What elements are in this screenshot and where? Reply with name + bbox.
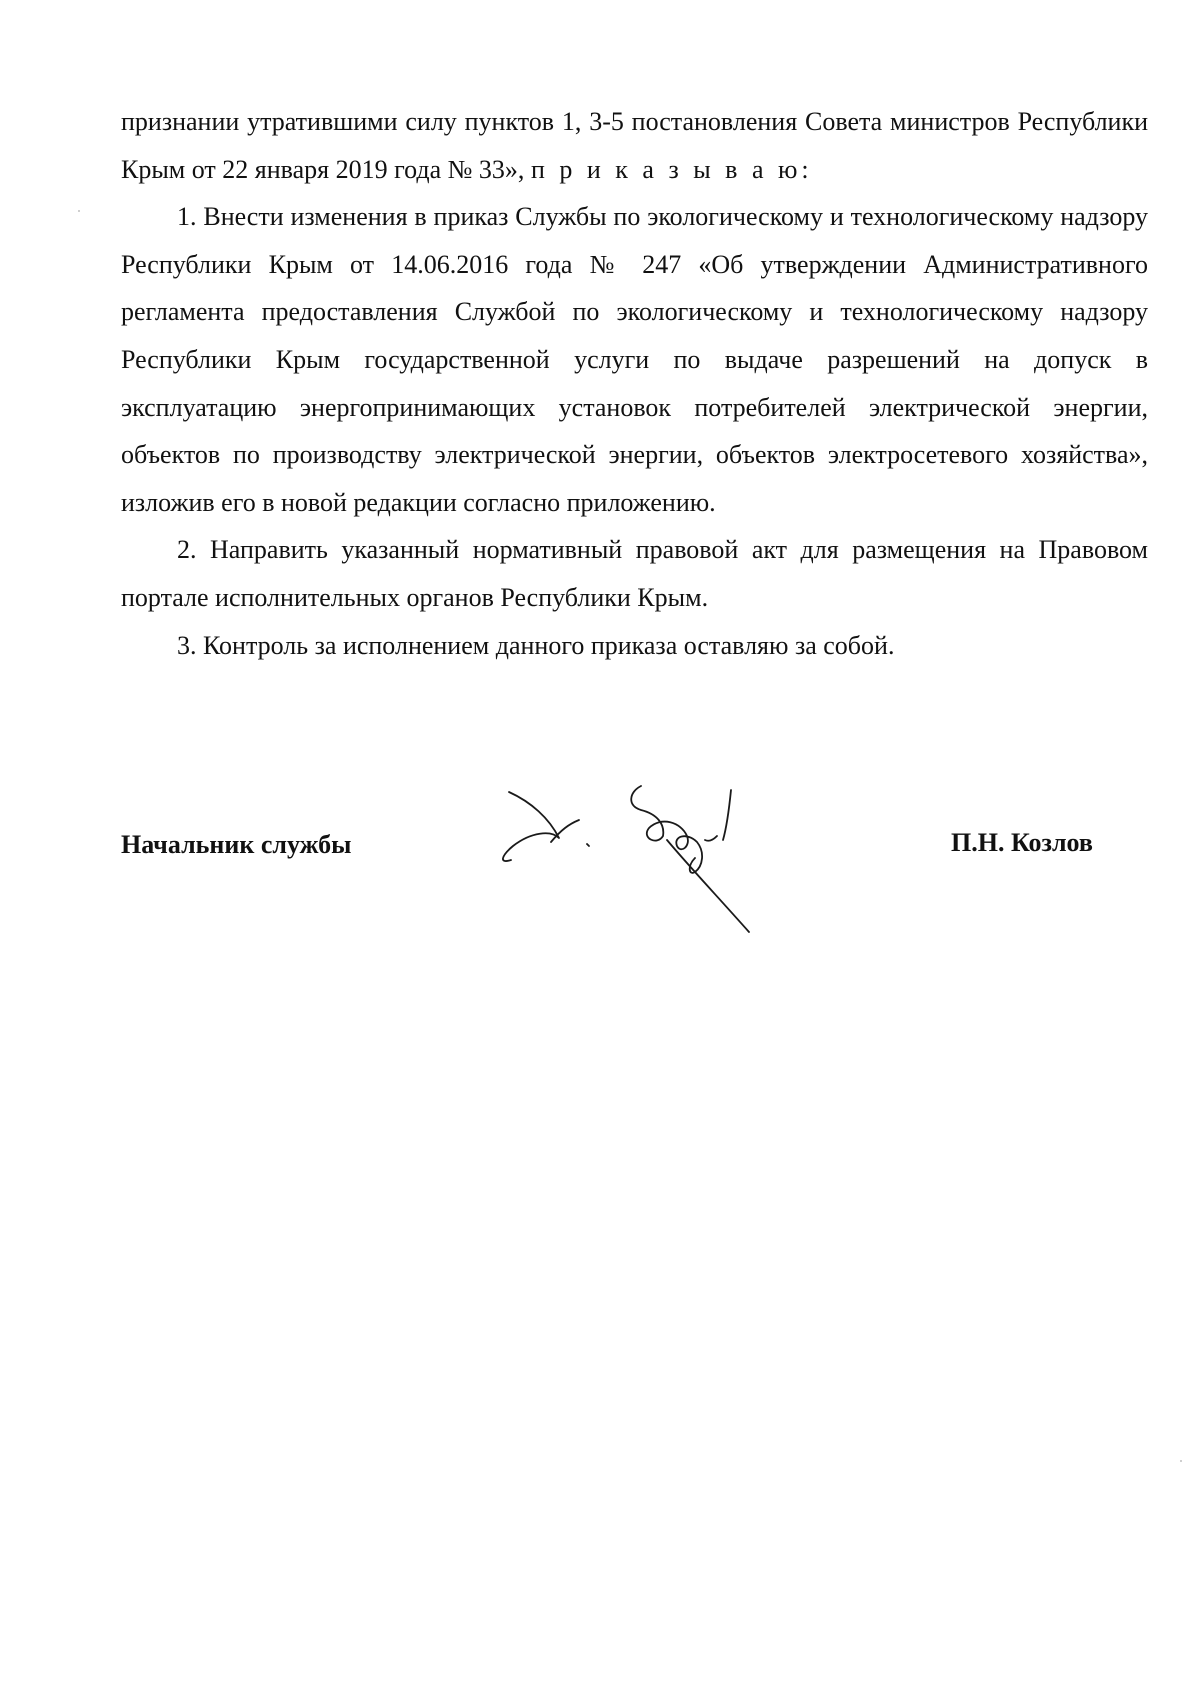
- position-title: Начальник службы: [121, 830, 352, 859]
- item-3-paragraph: 3. Контроль за исполнением данного приказа оставляю за собой.: [177, 630, 895, 660]
- signer-name: П.Н. Козлов: [951, 828, 1093, 857]
- handwritten-signature: [491, 780, 821, 940]
- scan-speck: [1180, 1460, 1182, 1462]
- intro-text: признании утратившими силу пунктов 1, 3-5 постановления Совета министров Республики Крым от 22 января 2019 года № 33»,: [121, 107, 1148, 184]
- intro-paragraph: [121, 98, 1148, 193]
- scan-speck: [78, 210, 80, 212]
- item-2-paragraph: 2. Направить указанный нормативный правовой акт для размещения на Правовом портале исполнительных органов Республики Крым.: [121, 535, 1148, 612]
- directive-word: п р и к а з ы в а ю:: [530, 154, 813, 184]
- document-body: [121, 98, 1148, 669]
- signature-block: [121, 780, 1148, 900]
- item-1-paragraph: 1. Внести изменения в приказ Службы по экологическому и технологическому надзору Республики Крым от 14.06.2016 года № 247 «Об утверждении Административного регламента предоставления Службой по экологическому и технологическому надзору Республики Крым государственной услуги по выдаче разрешений на допуск в эксплуатацию энергопринимающих установок потребителей электрической энергии, объектов по производству электрической энергии, объектов электросетевого хозяйства», изложив его в новой редакции согласно приложению.: [121, 202, 1148, 517]
